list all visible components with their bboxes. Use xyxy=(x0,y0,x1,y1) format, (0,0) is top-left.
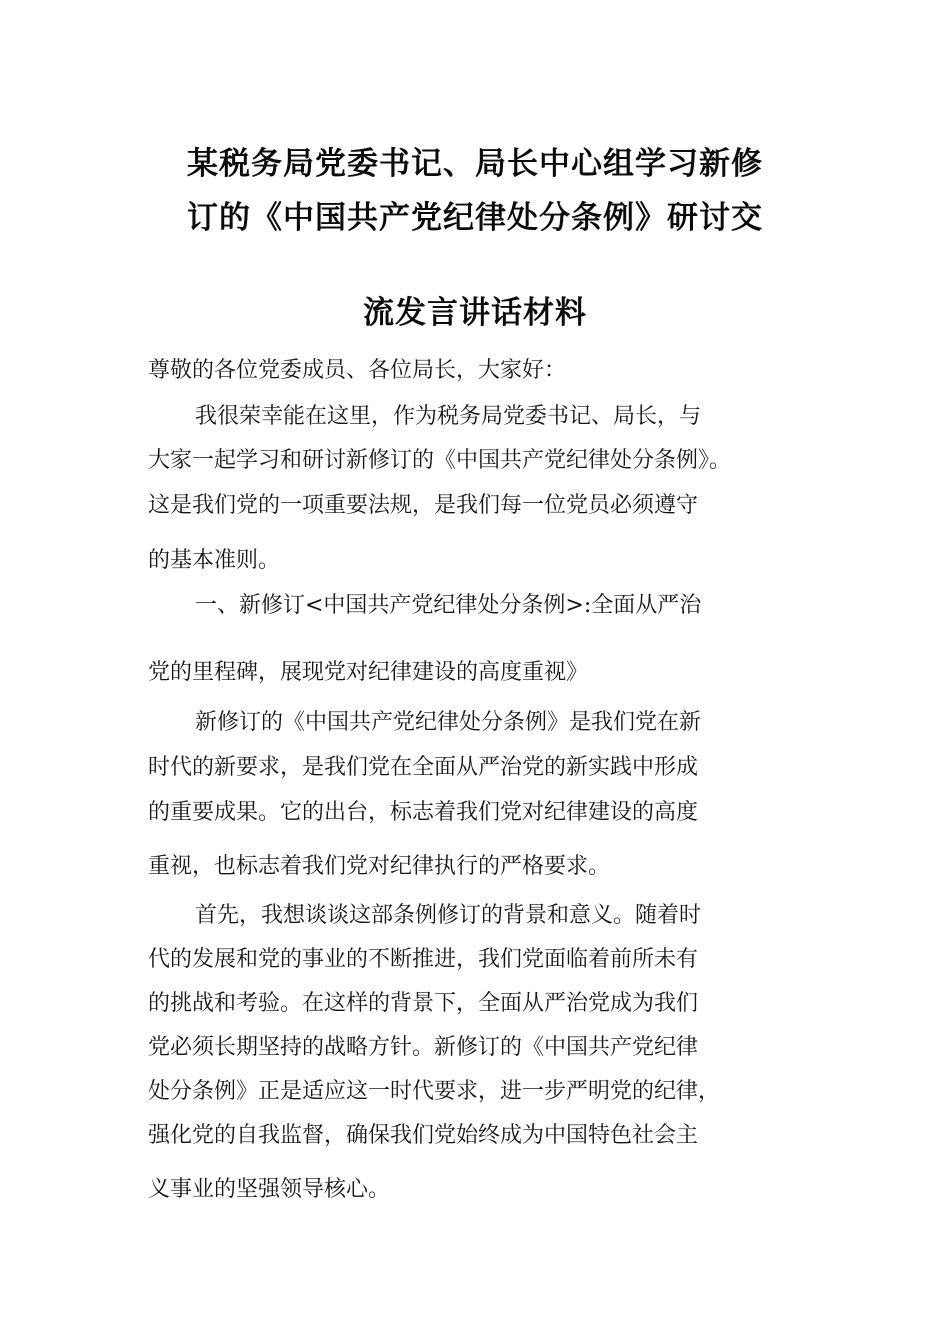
paragraph-3-line-5: 处分条例》正是适应这一时代要求，进一步严明党的纪律， xyxy=(148,1079,721,1104)
paragraph-1-line-4: 的基本准则。 xyxy=(148,548,281,573)
section-heading-line-1: 一、新修订<中国共产党纪律处分条例>:全面从严治 xyxy=(195,593,702,618)
document-title-line-3: 流发言讲话材料 xyxy=(363,295,587,331)
paragraph-3-line-2: 代的发展和党的事业的不断推进，我们党面临着前所未有 xyxy=(148,947,699,972)
paragraph-1-line-1: 我很荣幸能在这里，作为税务局党委书记、局长，与 xyxy=(195,404,702,429)
greeting: 尊敬的各位党委成员、各位局长，大家好： xyxy=(148,358,567,383)
paragraph-3-line-4: 党必须长期坚持的战略方针。新修订的《中国共产党纪律 xyxy=(148,1035,699,1060)
paragraph-2-line-4: 重视，也标志着我们党对纪律执行的严格要求。 xyxy=(148,854,611,879)
paragraph-3-line-1: 首先，我想谈谈这部条例修订的背景和意义。随着时 xyxy=(195,903,702,928)
paragraph-3-line-6: 强化党的自我监督，确保我们党始终成为中国特色社会主 xyxy=(148,1123,699,1148)
document-title-line-2: 订的《中国共产党纪律处分条例》研讨交 xyxy=(187,200,763,236)
paragraph-1-line-3: 这是我们党的一项重要法规，是我们每一位党员必须遵守 xyxy=(148,493,699,518)
paragraph-1-line-2: 大家一起学习和研讨新修订的《中国共产党纪律处分条例》。 xyxy=(148,448,732,473)
paragraph-3-line-7: 义事业的坚强领导核心。 xyxy=(148,1177,391,1202)
paragraph-3-line-3: 的挑战和考验。在这样的背景下，全面从严治党成为我们 xyxy=(148,991,699,1016)
paragraph-2-line-2: 时代的新要求，是我们党在全面从严治党的新实践中形成 xyxy=(148,755,699,780)
paragraph-2-line-3: 的重要成果。它的出台，标志着我们党对纪律建设的高度 xyxy=(148,800,699,825)
paragraph-2-line-1: 新修订的《中国共产党纪律处分条例》是我们党在新 xyxy=(195,710,702,735)
section-heading-line-2: 党的里程碑，展现党对纪律建设的高度重视》 xyxy=(148,660,589,685)
document-title-line-1: 某税务局党委书记、局长中心组学习新修 xyxy=(187,146,763,182)
